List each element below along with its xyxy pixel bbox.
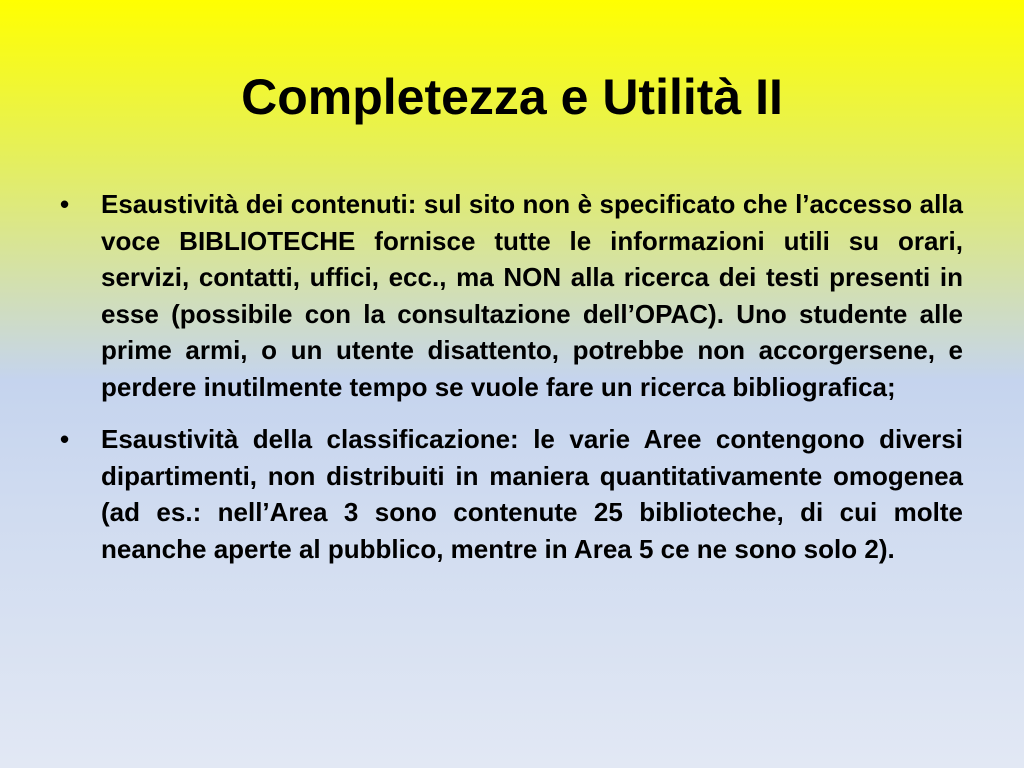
bullet-item-exhaustiveness-content: [60, 186, 963, 405]
slide-title: Completezza e Utilità II: [241, 69, 783, 125]
bullet-text: Esaustività dei contenuti: sul sito non è specificato che l’accesso alla voce BIBLIOTECHE fornisce tutte le informazioni utili su orari, servizi, contatti, uffici, ecc., ma NON alla ricerca dei testi presenti in esse (possibile con la consultazione dell’OPAC). Uno studente alle prime armi, o un utente disattento, potrebbe non accorgersene, e perdere inutilmente tempo se vuole fare un ricerca bibliografica;: [101, 189, 963, 402]
bullet-icon: •: [60, 424, 70, 454]
bullet-icon: •: [60, 189, 70, 219]
bullet-item-exhaustiveness-classification: [60, 421, 963, 567]
bullet-list: [60, 186, 963, 583]
bullet-text: Esaustività della classificazione: le varie Aree contengono diversi dipartimenti, non distribuiti in maniera quantitativamente omogenea (ad es.: nell’Area 3 sono contenute 25 biblioteche, di cui molte neanche aperte al pubblico, mentre in Area 5 ce ne sono solo 2).: [101, 424, 963, 564]
